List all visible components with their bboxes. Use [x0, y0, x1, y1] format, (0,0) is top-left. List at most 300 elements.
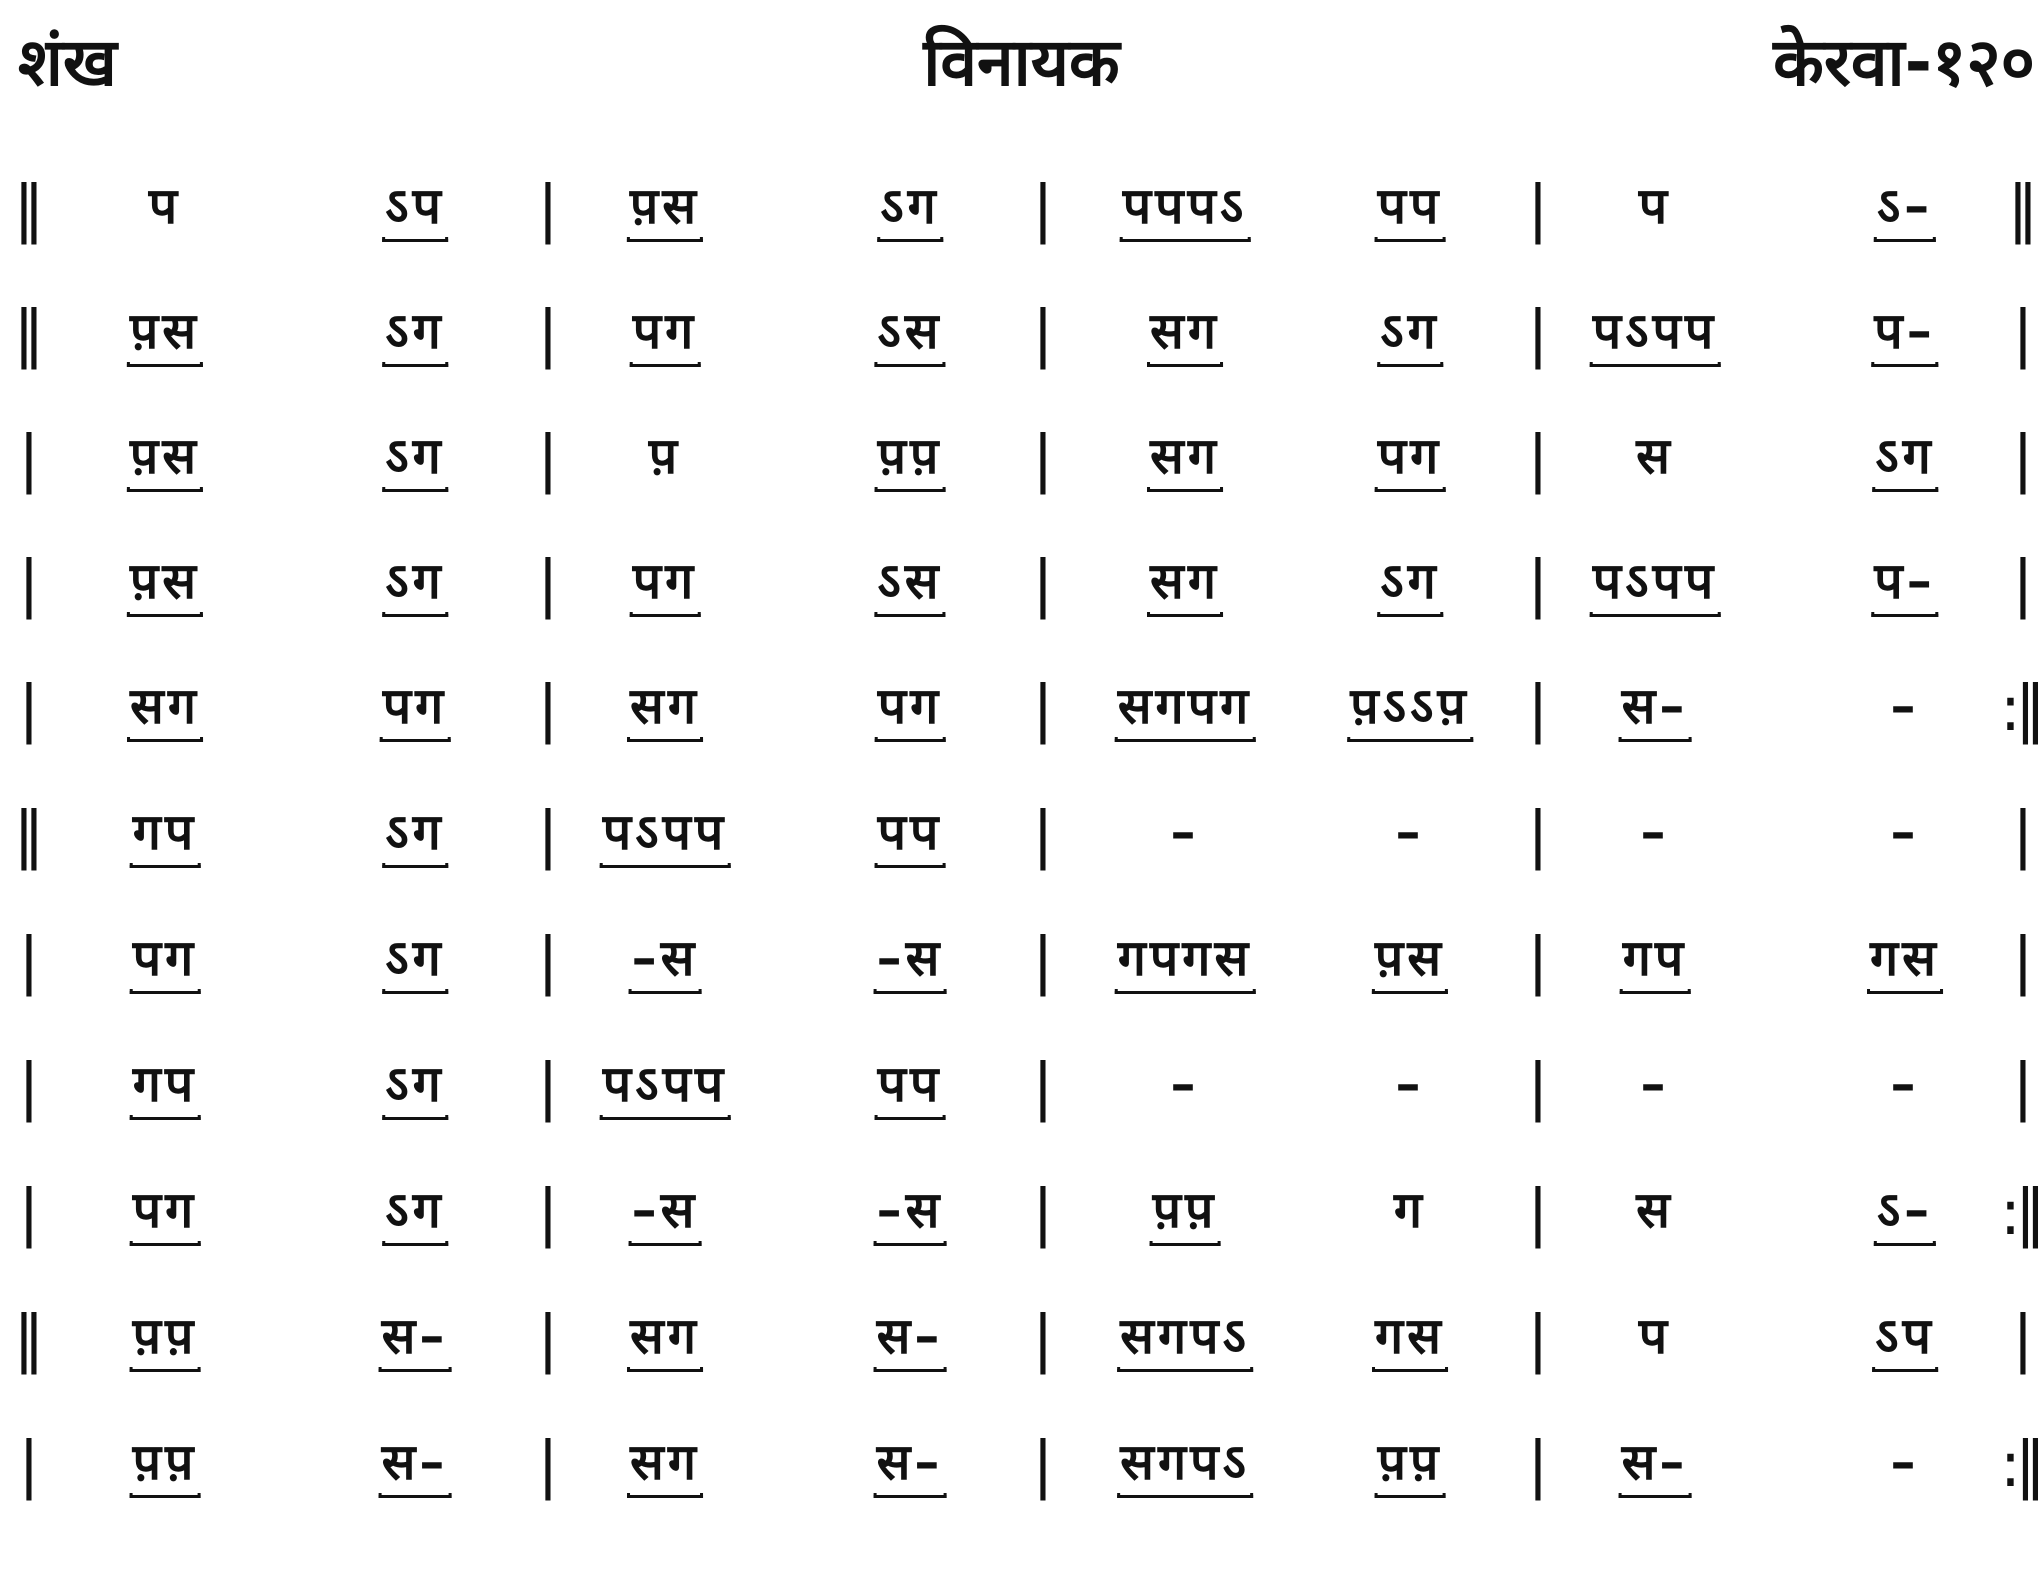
beat-notes: –	[1395, 1055, 1425, 1113]
beat-underline	[127, 612, 203, 617]
beat-spacer	[1888, 737, 1923, 742]
beat-spacer	[1393, 863, 1428, 868]
barline: |	[1032, 1302, 1048, 1375]
beat-notes: स–	[1621, 1433, 1689, 1491]
beat-notes: ऽप	[1875, 1307, 1935, 1365]
beat-underline	[875, 1115, 946, 1120]
beat-notes: –	[1890, 1055, 1920, 1113]
barline: |	[537, 547, 553, 620]
beat-spacer	[1888, 863, 1923, 868]
barline: :‖	[2000, 1428, 2040, 1501]
beat-underline	[379, 1367, 452, 1372]
beat-underline	[875, 487, 946, 492]
beat-notes: प–	[1874, 302, 1936, 360]
beat-underline	[627, 737, 703, 742]
beat-cell	[1636, 1307, 1674, 1372]
beat-notes: ऽ–	[1876, 1181, 1934, 1239]
beat-notes: ऽग	[1875, 427, 1935, 485]
beat-cell	[1888, 1433, 1923, 1498]
beat-notes: ऽग	[1380, 552, 1440, 610]
beat-notes: सग	[1150, 302, 1220, 360]
beat-underline	[1147, 487, 1223, 492]
barline: |	[2012, 1050, 2028, 1123]
beat-notes: ऽ–	[1876, 177, 1934, 235]
beat-notes: –	[1170, 1055, 1200, 1113]
beat-cell	[1393, 1055, 1428, 1120]
notation-row	[0, 547, 2043, 635]
beat-cell	[1888, 1055, 1923, 1120]
beat-underline	[127, 362, 203, 367]
beat-underline	[1620, 989, 1691, 994]
beat-underline	[130, 863, 201, 868]
beat-notes: गप	[1622, 929, 1688, 987]
rhythm-label: केरवा-१२०	[1773, 24, 2035, 101]
beat-underline	[1147, 612, 1223, 617]
barline: |	[1527, 172, 1543, 245]
beat-underline	[1117, 1367, 1253, 1372]
barline: :‖	[2000, 672, 2040, 745]
beat-notes: प़स	[129, 427, 201, 485]
beat-cell	[1871, 302, 1938, 367]
beat-spacer	[1638, 863, 1673, 868]
beat-cell	[1375, 177, 1446, 242]
beat-cell	[1375, 1433, 1446, 1498]
barline: |	[18, 924, 34, 997]
barline: |	[2012, 422, 2028, 495]
barline: |	[537, 1176, 553, 1249]
beat-notes: ऽग	[385, 803, 445, 861]
beat-notes: पप	[877, 803, 943, 861]
beat-cell	[379, 1433, 452, 1498]
beat-cell	[627, 1307, 703, 1372]
beat-cell	[1872, 1307, 1938, 1372]
beat-cell	[646, 427, 684, 492]
beat-cell	[1393, 803, 1428, 868]
beat-notes: स–	[381, 1307, 449, 1365]
beat-notes: प़स	[629, 177, 701, 235]
barline: |	[1527, 297, 1543, 370]
beat-notes: गपगस	[1117, 929, 1253, 987]
beat-cell	[1168, 1055, 1203, 1120]
beat-underline	[1120, 237, 1251, 242]
beat-notes: प़स	[129, 552, 201, 610]
beat-notes: गस	[1870, 929, 1940, 987]
beat-notes: प़ऽऽप़	[1350, 677, 1470, 735]
beat-underline	[627, 1493, 703, 1498]
beat-cell	[1117, 1307, 1253, 1372]
beat-underline	[130, 1241, 201, 1246]
beat-cell	[379, 1307, 452, 1372]
notation-row	[0, 1050, 2043, 1138]
beat-cell	[600, 803, 731, 868]
barline: |	[537, 297, 553, 370]
beat-cell	[877, 177, 943, 242]
beat-cell	[874, 1433, 947, 1498]
beat-notes: प़	[648, 427, 682, 485]
beat-notes: –	[1640, 1055, 1670, 1113]
beat-underline	[1619, 1493, 1692, 1498]
beat-cell	[627, 1433, 703, 1498]
beat-notes: ऽग	[385, 1181, 445, 1239]
beat-spacer	[1393, 1115, 1428, 1120]
beat-underline	[874, 612, 945, 617]
barline: |	[18, 1428, 34, 1501]
notation-row	[0, 924, 2043, 1012]
barline: |	[1032, 1176, 1048, 1249]
beat-spacer	[1633, 487, 1677, 492]
beat-underline	[1372, 989, 1448, 994]
beat-notes: सगपऽ	[1120, 1307, 1250, 1365]
beat-underline	[630, 612, 701, 617]
beat-spacer	[1168, 863, 1203, 868]
beat-cell	[1377, 302, 1443, 367]
beat-cell	[1867, 929, 1943, 994]
beat-notes: गप	[132, 1055, 198, 1113]
beat-underline	[874, 989, 947, 994]
beat-notes: प़स	[1374, 929, 1446, 987]
beat-notes: –	[1890, 803, 1920, 861]
beat-notes: सग	[130, 677, 200, 735]
beat-cell	[130, 1055, 201, 1120]
beat-notes: –	[1890, 677, 1920, 735]
barline: |	[1032, 422, 1048, 495]
beat-underline	[600, 1115, 731, 1120]
beat-spacer	[1888, 1115, 1923, 1120]
beat-notes: ऽग	[1380, 302, 1440, 360]
beat-notes: प़प़	[1377, 1433, 1443, 1491]
barline: ‖	[2007, 172, 2033, 245]
beat-underline	[380, 737, 451, 742]
beat-cell	[130, 1181, 201, 1246]
beat-cell	[127, 302, 203, 367]
beat-notes: सग	[1150, 427, 1220, 485]
notation-row	[0, 1302, 2043, 1390]
beat-cell	[382, 177, 448, 242]
beat-cell	[127, 427, 203, 492]
beat-cell	[130, 1433, 201, 1498]
beat-underline	[127, 487, 203, 492]
beat-notes: पग	[382, 677, 448, 735]
beat-cell	[1372, 1307, 1448, 1372]
beat-notes: पप	[1377, 177, 1443, 235]
beat-cell	[1871, 552, 1938, 617]
beat-notes: ग	[1393, 1181, 1427, 1239]
beat-underline	[382, 989, 448, 994]
barline: |	[1032, 672, 1048, 745]
beat-notes: प़प़	[1152, 1181, 1218, 1239]
beat-notes: प	[148, 177, 182, 235]
beat-notes: पग	[632, 552, 698, 610]
beat-notes: पग	[132, 929, 198, 987]
beat-notes: सग	[1150, 552, 1220, 610]
beat-notes: ऽग	[880, 177, 940, 235]
beat-cell	[1590, 302, 1721, 367]
beat-notes: –	[1395, 803, 1425, 861]
beat-notes: –स	[876, 929, 944, 987]
beat-underline	[1115, 737, 1256, 742]
barline: |	[1032, 1050, 1048, 1123]
barline: |	[2012, 1302, 2028, 1375]
beat-spacer	[646, 487, 684, 492]
beat-underline	[379, 1493, 452, 1498]
beat-underline	[1867, 989, 1943, 994]
beat-cell	[1638, 803, 1673, 868]
beat-cell	[1147, 302, 1223, 367]
beat-cell	[382, 1055, 448, 1120]
barline: |	[2012, 924, 2028, 997]
beat-notes: –स	[876, 1181, 944, 1239]
barline: |	[1032, 1428, 1048, 1501]
barline: |	[1527, 924, 1543, 997]
beat-notes: स–	[876, 1307, 944, 1365]
barline: |	[18, 1050, 34, 1123]
barline: |	[1527, 1176, 1543, 1249]
barline: |	[18, 547, 34, 620]
beat-notes: स–	[1621, 677, 1689, 735]
tala-label: शंख	[18, 24, 117, 101]
beat-notes: प–	[1874, 552, 1936, 610]
beat-underline	[130, 1367, 201, 1372]
beat-notes: पप	[877, 1055, 943, 1113]
beat-underline	[130, 1493, 201, 1498]
beat-cell	[1633, 427, 1677, 492]
beat-cell	[382, 803, 448, 868]
beat-cell	[1874, 177, 1936, 242]
beat-cell	[874, 302, 945, 367]
beat-notes: –	[1890, 1433, 1920, 1491]
beat-cell	[1888, 803, 1923, 868]
beat-spacer	[1636, 237, 1674, 242]
beat-notes: प	[1638, 1307, 1672, 1365]
beat-underline	[1377, 362, 1443, 367]
beat-notes: गस	[1375, 1307, 1445, 1365]
beat-cell	[130, 803, 201, 868]
beat-notes: पपपऽ	[1122, 177, 1248, 235]
beat-cell	[146, 177, 184, 242]
barline: |	[18, 422, 34, 495]
page-title: विनायक	[923, 24, 1120, 101]
barline: |	[537, 672, 553, 745]
beat-underline	[1150, 1241, 1221, 1246]
notation-row	[0, 798, 2043, 886]
notation-row	[0, 297, 2043, 385]
beat-notes: स–	[876, 1433, 944, 1491]
beat-cell	[382, 1181, 448, 1246]
beat-cell	[630, 552, 701, 617]
beat-cell	[1619, 1433, 1692, 1498]
beat-notes: सग	[630, 1307, 700, 1365]
beat-cell	[1636, 177, 1674, 242]
beat-underline	[1375, 487, 1446, 492]
beat-underline	[382, 1115, 448, 1120]
barline: ‖	[13, 172, 39, 245]
beat-notes: सगपऽ	[1120, 1433, 1250, 1491]
beat-cell	[382, 929, 448, 994]
beat-notes: ऽग	[385, 552, 445, 610]
beat-notes: पग	[877, 677, 943, 735]
beat-cell	[874, 929, 947, 994]
beat-spacer	[1888, 1493, 1923, 1498]
beat-notes: स	[1636, 1181, 1674, 1239]
beat-cell	[1150, 1181, 1221, 1246]
beat-spacer	[1391, 1241, 1429, 1246]
beat-cell	[1888, 677, 1923, 742]
beat-cell	[1375, 427, 1446, 492]
barline: |	[537, 422, 553, 495]
beat-cell	[130, 1307, 201, 1372]
beat-underline	[627, 237, 703, 242]
beat-cell	[1347, 677, 1473, 742]
beat-notes: प़स	[129, 302, 201, 360]
beat-cell	[630, 302, 701, 367]
beat-notes: ऽग	[385, 302, 445, 360]
beat-notes: ऽप	[385, 177, 445, 235]
beat-underline	[1347, 737, 1473, 742]
beat-cell	[1874, 1181, 1936, 1246]
barline: |	[1032, 172, 1048, 245]
barline: |	[1527, 547, 1543, 620]
beat-underline	[1874, 1241, 1936, 1246]
beat-cell	[1147, 427, 1223, 492]
barline: |	[18, 672, 34, 745]
beat-notes: पऽपप	[602, 1055, 728, 1113]
barline: |	[2012, 297, 2028, 370]
beat-notes: –	[1170, 803, 1200, 861]
beat-underline	[1377, 612, 1443, 617]
beat-cell	[382, 427, 448, 492]
barline: |	[1527, 1050, 1543, 1123]
beat-cell	[875, 803, 946, 868]
beat-cell	[600, 1055, 731, 1120]
beat-cell	[1590, 552, 1721, 617]
beat-notes: पऽपप	[1592, 552, 1718, 610]
beat-cell	[127, 552, 203, 617]
beat-cell	[1633, 1181, 1677, 1246]
beat-underline	[382, 487, 448, 492]
beat-cell	[629, 1181, 702, 1246]
beat-underline	[630, 362, 701, 367]
barline: |	[1527, 672, 1543, 745]
beat-cell	[1872, 427, 1938, 492]
beat-underline	[1117, 1493, 1253, 1498]
beat-underline	[382, 362, 448, 367]
beat-underline	[1871, 362, 1938, 367]
beat-notes: पऽपप	[602, 803, 728, 861]
beat-underline	[874, 1241, 947, 1246]
barline: |	[18, 1176, 34, 1249]
barline: |	[537, 798, 553, 871]
beat-underline	[874, 1493, 947, 1498]
beat-notes: प	[1638, 177, 1672, 235]
beat-cell	[627, 677, 703, 742]
beat-underline	[627, 1367, 703, 1372]
beat-notes: स	[1636, 427, 1674, 485]
beat-underline	[1590, 362, 1721, 367]
beat-underline	[1375, 1493, 1446, 1498]
beat-cell	[1168, 803, 1203, 868]
beat-notes: प़प़	[132, 1307, 198, 1365]
barline: :‖	[2000, 1176, 2040, 1249]
beat-spacer	[1636, 1367, 1674, 1372]
beat-notes: सग	[630, 1433, 700, 1491]
barline: ‖	[13, 1302, 39, 1375]
beat-notes: पग	[632, 302, 698, 360]
beat-underline	[130, 989, 201, 994]
barline: |	[537, 172, 553, 245]
beat-underline	[382, 863, 448, 868]
beat-cell	[1372, 929, 1448, 994]
beat-cell	[1115, 677, 1256, 742]
beat-cell	[1619, 677, 1692, 742]
beat-notes: स–	[381, 1433, 449, 1491]
beat-notes: ऽस	[877, 302, 943, 360]
beat-underline	[875, 863, 946, 868]
beat-underline	[629, 989, 702, 994]
beat-cell	[874, 1181, 947, 1246]
beat-notes: ऽग	[385, 427, 445, 485]
beat-underline	[1147, 362, 1223, 367]
beat-cell	[127, 677, 203, 742]
beat-cell	[1391, 1181, 1429, 1246]
beat-cell	[1377, 552, 1443, 617]
beat-cell	[1120, 177, 1251, 242]
barline: ‖	[13, 297, 39, 370]
barline: |	[1032, 924, 1048, 997]
beat-cell	[130, 929, 201, 994]
beat-cell	[382, 302, 448, 367]
beat-spacer	[1168, 1115, 1203, 1120]
beat-notes: गप	[132, 803, 198, 861]
notation-row	[0, 422, 2043, 510]
beat-spacer	[1633, 1241, 1677, 1246]
beat-cell	[1147, 552, 1223, 617]
barline: |	[537, 1428, 553, 1501]
barline: |	[1527, 1302, 1543, 1375]
barline: |	[537, 924, 553, 997]
beat-underline	[877, 237, 943, 242]
beat-cell	[629, 929, 702, 994]
beat-underline	[127, 737, 203, 742]
beat-notes: प़प़	[877, 427, 943, 485]
beat-underline	[1872, 1367, 1938, 1372]
beat-underline	[382, 1241, 448, 1246]
beat-underline	[874, 1367, 947, 1372]
beat-underline	[1372, 1367, 1448, 1372]
barline: |	[1032, 547, 1048, 620]
beat-notes: –स	[631, 929, 699, 987]
beat-cell	[875, 1055, 946, 1120]
barline: |	[2012, 547, 2028, 620]
beat-notes: पऽपप	[1592, 302, 1718, 360]
beat-cell	[875, 677, 946, 742]
barline: |	[1527, 422, 1543, 495]
barline: |	[1032, 297, 1048, 370]
beat-underline	[629, 1241, 702, 1246]
beat-notes: ऽस	[877, 552, 943, 610]
beat-notes: सग	[630, 677, 700, 735]
beat-cell	[1115, 929, 1256, 994]
notation-row	[0, 672, 2043, 760]
beat-underline	[130, 1115, 201, 1120]
beat-notes: सगपग	[1117, 677, 1253, 735]
beat-cell	[875, 427, 946, 492]
barline: |	[1032, 798, 1048, 871]
notation-row	[0, 1428, 2043, 1516]
beat-cell	[1638, 1055, 1673, 1120]
beat-cell	[874, 1307, 947, 1372]
beat-underline	[1619, 737, 1692, 742]
notation-row	[0, 172, 2043, 260]
